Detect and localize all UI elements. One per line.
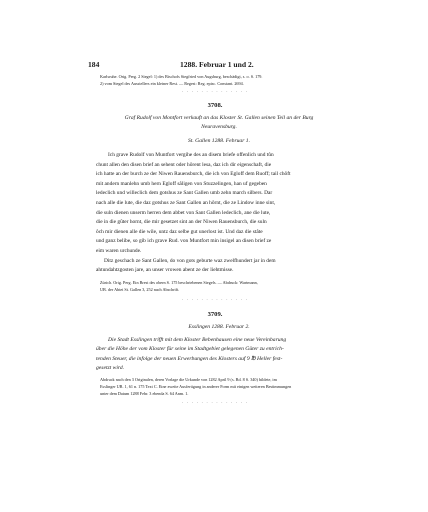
title-line: Graf Rudolf von Montfort verkauft an das Kloster St. Gallen seinen Teil an der Burg bbox=[124, 115, 314, 121]
dateline-3709: Esslingen 1288. Februar 2. bbox=[188, 324, 250, 330]
archive-note-3708 bbox=[100, 279, 362, 293]
archive-note-3709 bbox=[100, 376, 362, 397]
body-line: und ganz belibe, so gib ich grave Rud. von Muntfort min insigel an disen brief ze bbox=[96, 238, 272, 245]
body-line: die in die gûter hornt, die mir gesetzet sint an der Niwen Rauensburch, die suln bbox=[96, 219, 267, 226]
note-line: unter dem Datum 1288 Febr. 3 ebenda S. 64 Anm. 1. bbox=[100, 391, 189, 396]
separator-dots: · · · · · · · · · · · · · · bbox=[181, 298, 249, 303]
body-line: ahtundahtzgosten jare, an unser vrowen abent ze der liehtmisse. bbox=[96, 267, 234, 274]
document-title-3708 bbox=[88, 114, 350, 132]
regest-line: über die Höhe der vom Kloster für seine im Stadtgebiet gelegenen Güter zu entrich- bbox=[96, 346, 284, 353]
top-footnote-line: 2) vom Siegel des Ausstellers ein kleiner Rest. — Regest: Reg. episc. Constant. 2694. bbox=[100, 81, 244, 86]
note-line: UB. der Abtei St. Gallen 3, 252 nach Abschrift. bbox=[100, 287, 180, 292]
note-line: Zürich. Orig. Perg. Ein Brest des obern S. 175 beschriebenen Siegels. — Abdruck: Wartmann, bbox=[100, 280, 258, 285]
top-footnote-line: Karlsruhe. Orig. Perg. 2 Siegel: 1) des Bischofs Siegfried von Augsburg, beschädigt, s. o. S. 179. bbox=[100, 74, 263, 79]
body-line: Ditz geschach ze Sant Gallen, do von gots geburte waz zwelfhundert jar in dem bbox=[104, 257, 276, 264]
body-line: Ich grave Rudolf von Muntfort vergihe des an disem briefe offenlich und tůn bbox=[108, 152, 274, 158]
separator-dots: · · · · · · · · · · · · · · bbox=[181, 90, 249, 95]
title-line: Neuravensburg. bbox=[201, 124, 237, 130]
body-line: chunt allen den disen brief an sehent oder hôrent lesa, daz ich dir eigenschaft, die bbox=[96, 161, 272, 168]
top-footnote bbox=[100, 73, 362, 87]
dateline-3708: St. Gallen 1288. Februar 1. bbox=[188, 138, 250, 144]
running-title: 1288. Februar 1 und 2. bbox=[180, 60, 254, 69]
regest-line: tenden Steuer, die infolge der neuen Erwerbungen des Klosters auf 9 ℔ Heller fest- bbox=[96, 355, 283, 362]
body-line: die suln dienen unserm herren dem abbet von Sant Gallen ledeclich, ane die lute, bbox=[96, 209, 271, 216]
page-number: 184 bbox=[88, 60, 100, 69]
regest-line: Die Stadt Esslingen trifft mit dem Kloster Bebenhausen eine neue Vereinbarung bbox=[108, 337, 287, 343]
body-line: nach alle die lute, die daz gotshus ze Sant Gallen an hôrnt, die ze Lindow inne sint, bbox=[96, 199, 276, 206]
body-line: ôch mir dienen alle die wile, untz daz selbe gut unerlost ist. Und daz die stâte bbox=[96, 228, 263, 235]
body-line: eim waren urchunde. bbox=[96, 247, 142, 254]
document-number-3708: 3708. bbox=[207, 102, 223, 109]
body-line: mit andern manlehn umb hern Egloff sâligen von Stuzzelingen, han uf gegeben bbox=[96, 180, 267, 187]
document-body-3708 bbox=[96, 151, 352, 276]
note-line: Esslinger UB. 1, 61 n. 175 Text C. Eine zweite Ausfertigung in anderer Form mit einigen weiteren Bestimmungen bbox=[100, 384, 292, 389]
body-line: ledeclich und willeclich dem gotshus ze Sant Gallen umb zehn march silbers. Dar bbox=[96, 190, 273, 197]
regest-3709 bbox=[96, 336, 352, 373]
separator-dots: · · · · · · · · · · · · · · bbox=[181, 401, 249, 406]
document-number-3709: 3709. bbox=[207, 311, 223, 318]
body-line: ich hatte an der burch ze der Niwen Rauensburch, die ich von Egloff dem Ruoff; tail chôft bbox=[96, 171, 291, 178]
note-line: Abdruck nach den 3 Originalen, deren Vorlage die Urkunde von 1282 April 9 (s. Bd. 8 S. 340) bildete, im bbox=[100, 377, 277, 382]
regest-line: gesetzt wird. bbox=[96, 364, 125, 371]
